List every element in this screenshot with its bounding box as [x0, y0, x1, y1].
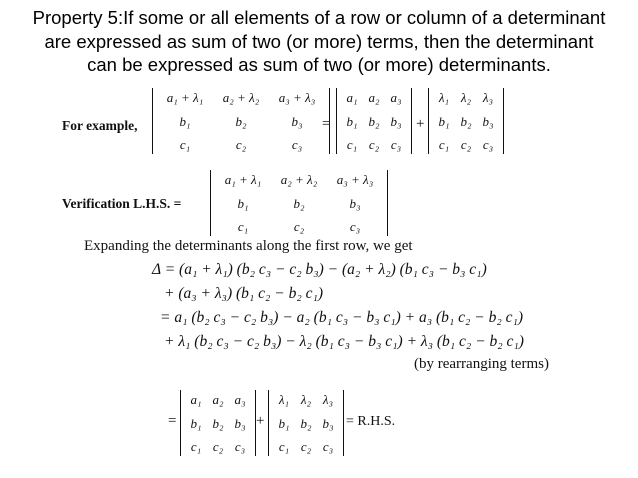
det-cell: b₁	[278, 415, 290, 431]
expanding-text: Expanding the determinants along the first row, we get	[84, 238, 413, 254]
det-cell: c₁	[346, 137, 358, 152]
heading-line: are expressed as sum of two (or more) terms, then the determinant	[44, 30, 594, 52]
det-cell: c₁	[278, 439, 290, 454]
det-cell: b₃	[390, 113, 402, 129]
det-cell: c₃	[234, 439, 246, 454]
det-cell: b₃	[349, 195, 361, 211]
expansion-line: = a₁ (b₂ c₃ − c₂ b₃) − a₂ (b₁ c₃ − b₃ c₁) + a₃ (b₁ c₂ − b₂ c₁)	[160, 309, 524, 326]
verification-determinant	[210, 170, 388, 236]
det-cell: b₃	[291, 113, 303, 129]
det-cell: λ₃	[482, 90, 494, 105]
det-cell: b₁	[346, 113, 358, 129]
det-cell: c₂	[293, 219, 305, 234]
det-cell: a₂ + λ₂	[222, 90, 260, 105]
det-cell: c₁	[190, 439, 202, 454]
det-cell: c₃	[482, 137, 494, 152]
example-a-determinant	[336, 88, 412, 154]
example-lhs-determinant	[152, 88, 330, 154]
heading-line: Property 5:If some or all elements of a row or column of a determinant	[32, 7, 606, 28]
det-cell: b₃	[234, 415, 246, 431]
det-cell: b₃	[322, 415, 334, 431]
det-cell: λ₁	[438, 90, 450, 105]
det-cell: b₂	[235, 113, 247, 129]
det-cell: c₂	[235, 137, 247, 152]
det-cell: b₂	[212, 415, 224, 431]
det-cell: c₃	[349, 219, 361, 234]
final-a-determinant	[180, 390, 256, 456]
example-label: For example,	[62, 118, 138, 133]
det-cell: c₂	[368, 137, 380, 152]
det-cell: λ₁	[278, 392, 290, 407]
det-cell: c₃	[291, 137, 303, 152]
expansion-line: + λ₁ (b₂ c₃ − c₂ b₃) − λ₂ (b₁ c₃ − b₃ c₁) + λ₃ (b₁ c₂ − b₂ c₁)	[164, 333, 524, 350]
det-cell: a₁	[190, 392, 202, 407]
det-cell: b₂	[368, 113, 380, 129]
det-cell: b₁	[438, 113, 450, 129]
det-cell: a₁	[346, 90, 358, 105]
det-cell: b₂	[460, 113, 472, 129]
expansion-line: + (a₃ + λ₃) (b₁ c₂ − b₂ c₁)	[164, 285, 324, 302]
equals-sign: =	[168, 413, 177, 429]
det-cell: b₂	[293, 195, 305, 211]
expansion-line: Δ = (a₁ + λ₁) (b₂ c₃ − c₂ b₃) − (a₂ + λ₂) (b₁ c₃ − b₃ c₁)	[152, 261, 487, 278]
det-cell: λ₂	[460, 90, 472, 105]
det-cell: a₂ + λ₂	[280, 172, 318, 187]
final-lambda-determinant	[268, 390, 344, 456]
det-cell: λ₃	[322, 392, 334, 407]
det-cell: c₂	[460, 137, 472, 152]
plus-sign: +	[416, 116, 425, 132]
property-heading	[8, 6, 630, 77]
det-cell: a₃	[234, 392, 246, 407]
det-cell: λ₂	[300, 392, 312, 407]
det-cell: c₂	[212, 439, 224, 454]
det-cell: b₂	[300, 415, 312, 431]
det-cell: a₁ + λ₁	[224, 172, 262, 187]
det-cell: b₃	[482, 113, 494, 129]
det-cell: a₂	[368, 90, 380, 105]
det-cell: a₁ + λ₁	[166, 90, 204, 105]
det-cell: c₁	[237, 219, 249, 234]
det-cell: a₃	[390, 90, 402, 105]
det-cell: c₃	[390, 137, 402, 152]
det-cell: b₁	[179, 113, 191, 129]
det-cell: a₃ + λ₃	[336, 172, 374, 187]
rearranging-note: (by rearranging terms)	[414, 356, 549, 372]
det-cell: c₁	[438, 137, 450, 152]
det-cell: c₂	[300, 439, 312, 454]
det-cell: a₂	[212, 392, 224, 407]
det-cell: b₁	[190, 415, 202, 431]
verification-label: Verification L.H.S. =	[62, 196, 182, 211]
det-cell: c₁	[179, 137, 191, 152]
det-cell: b₁	[237, 195, 249, 211]
det-cell: a₃ + λ₃	[278, 90, 316, 105]
example-lambda-determinant	[428, 88, 504, 154]
equals-sign: =	[322, 116, 331, 132]
rhs-label: = R.H.S.	[346, 414, 396, 429]
heading-line: can be expressed as sum of two (or more) determinants.	[87, 54, 551, 75]
det-cell: c₃	[322, 439, 334, 454]
plus-sign: +	[256, 413, 265, 429]
